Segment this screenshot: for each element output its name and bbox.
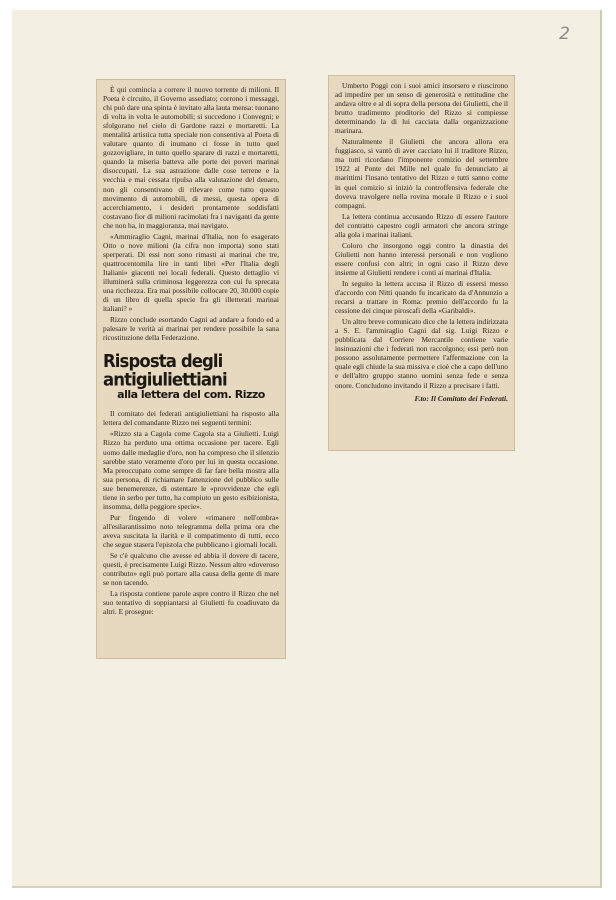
article-paragraph: È qui comincia a correre il nuovo torrente di milioni. Il Poeta è circuito, il Governo assediato; corrono i messaggi, chi può dare una spinta è invitato alla lauta mensa: tuonano di volta in volta le automobili; si succedono i Convegni; e sfolgorano nel cielo di Gardone razzi e mortaretti. La mentalità artistica tutta speciale non consentiva al Poeta di valutare quanto di inumano ci fosse in tutto quel gozzovigliare, in tutto quello sparare di razzi e mortaretti, quando la miseria batteva alle porte dei poveri marinai disoccupati. La sua astrazione dalle cose terrene e la vecchia e mai cessata ripulsa alla valutazione del denaro, non gli consentivano di rilevare come tutto questo movimento di automobili, di messi, questa opera di accerchiamento, i desideri prontamente soddisfatti costavano fior di milioni racimolati fra i naviganti da gente che non ha, in maggioranza, mai navigato.: [103, 85, 279, 230]
article-subheadline: alla lettera del com. Rizzo: [117, 388, 265, 402]
article-paragraph: «Ammiraglio Cagni, marinai d'Italia, non fo esagerato Otto o nove milioni (la cifra non importa) sono stati sperperati. Di essi non sono rimasti ai marinai che tre, quattrocentomila lire in tanti libri «Per l'Italia degli Italiani» giacenti nei locali federali. Questo dettaglio vi illuminerà sulla criminosa leggerezza con cui fu sprecata una ricchezza. Era mai possibile collocare 20, 30.000 copie di un libro di quella specie fra gli illetterati marinai italiani? »: [103, 231, 279, 314]
article-paragraph: Un altro breve comunicato dice che la lettera indirizzata a S. E. l'ammiraglio Cagni dal sig. Luigi Rizzo e pubblicata dal Corriere Mercantile contiene varie insinuazioni che i federati non raccolgono; essi però non possono assolutamente permettere l'affermazione con la quale egli chiude la sua missiva e cioè che a capo dell'uno e dell'altro gruppo stanno uomini senza fede e senza onore. Concludono invitando il Rizzo a precisare i fatti.: [335, 317, 508, 390]
clipping-left-column: [97, 80, 285, 622]
article-paragraph: Rizzo conclude esortando Cagni ad andare a fondo ed a palesare le verità ai marinai per rendere possibile la sana ricostituzione della Federazione.: [103, 315, 279, 343]
scrapbook-page: [12, 10, 602, 888]
article-paragraph: Umberto Poggi con i suoi amici insorsero e riuscirono ad impedire per un senso di generosità e rettitudine che andava oltre e al di sopra della persona dei Giulietti, che il brutto tradimento proditorio del Rizzo si compiesse determinando la di lui cacciata dalla organizzazione marinara.: [335, 81, 508, 136]
newspaper-clipping-left: [97, 80, 285, 658]
article-paragraph: Naturalmente il Giulietti che ancora allora era fuggiasco, si vantò di aver cacciato lui il traditore Rizzo, ma tutti ricordano l'imponente comizio del settembre 1922 al Ponte dei Mille nel quale fu denunciato ai marittimi l'insano tentativo del Rizzo e tutti sanno come in quel comizio si iniziò la controffensiva federale che doveva travolgere nella rovina morale il Rizzo e i suoi compagni.: [335, 137, 508, 210]
article-paragraph: In seguito la lettera accusa il Rizzo di essersi messo d'accordo con Nitti quando fu incaricato da d'Annunzio a recarsi a trattare in Roma: premio dell'accordo fu la cessione dei cinque piroscafi della «Garibaldi».: [335, 278, 508, 316]
article-paragraph: Il comitato dei federati antigiuliettiani ha risposto alla lettera del comandante Rizzo nei seguenti termini:: [103, 409, 279, 428]
newspaper-clipping-right: [329, 76, 514, 450]
article-paragraph: La risposta contiene parole aspre contro il Rizzo che nel suo tentativo di soppiantarsi al Giulietti fu coadiuvato da altri. E prosegue:: [103, 589, 279, 617]
page-number: 2: [559, 24, 570, 44]
article-paragraph: Se c'è qualcuno che avesse ed abbia il dovere di tacere, questi, è precisamente Luigi Rizzo. Nessun altro «doveroso contributo» egli può portare alla causa della gente di mare se non tacendo.: [103, 551, 279, 588]
article-paragraph: Pur fingendo di volere «rimanere nell'ombra» all'esilarantissimo noto telegramma della prima ora che aveva suscitata la ilarità e il compatimento di tutti, ecco che segue stasera l'epistola che pubblicano i giornali locali.: [103, 512, 279, 549]
article-paragraph: «Rizzo sta a Cagola come Cagola sta a Giulietti. Luigi Rizzo ha perduto una ottima occasione per tacere. Egli uomo dalle medaglie d'oro, non ha compreso che il silenzio sarebbe stato veramente d'oro per lui in questa occasione. Ma preoccupato come sempre di far fare bella mostra alla sua persona, di richiamare l'attenzione del pubblico sulle sue benemerenze, di ostentare le «provvidenze che egli tiene in serbo per tutto, ha compiuto un gesto esibizionista, insomma, della peggiore specie».: [103, 429, 279, 511]
clipping-right-column: [329, 76, 514, 407]
article-paragraph: La lettera continua accusando Rizzo di essere l'autore del contratto capestro cogli armatori che ancora stringe alla gola i marinai italiani.: [335, 211, 508, 239]
article-signature: F.to: Il Comitato dei Federati.: [414, 393, 508, 403]
article-headline: Risposta degli antigiuliettiani: [103, 351, 227, 391]
article-paragraph: Coloro che insorgono oggi contro la dinastia dei Giulietti non hanno interessi personali e non vogliono essere confusi con altri; in ogni caso il Rizzo deve insieme al Giulietti rendere i conti ai marinai d'Italia.: [335, 240, 508, 277]
